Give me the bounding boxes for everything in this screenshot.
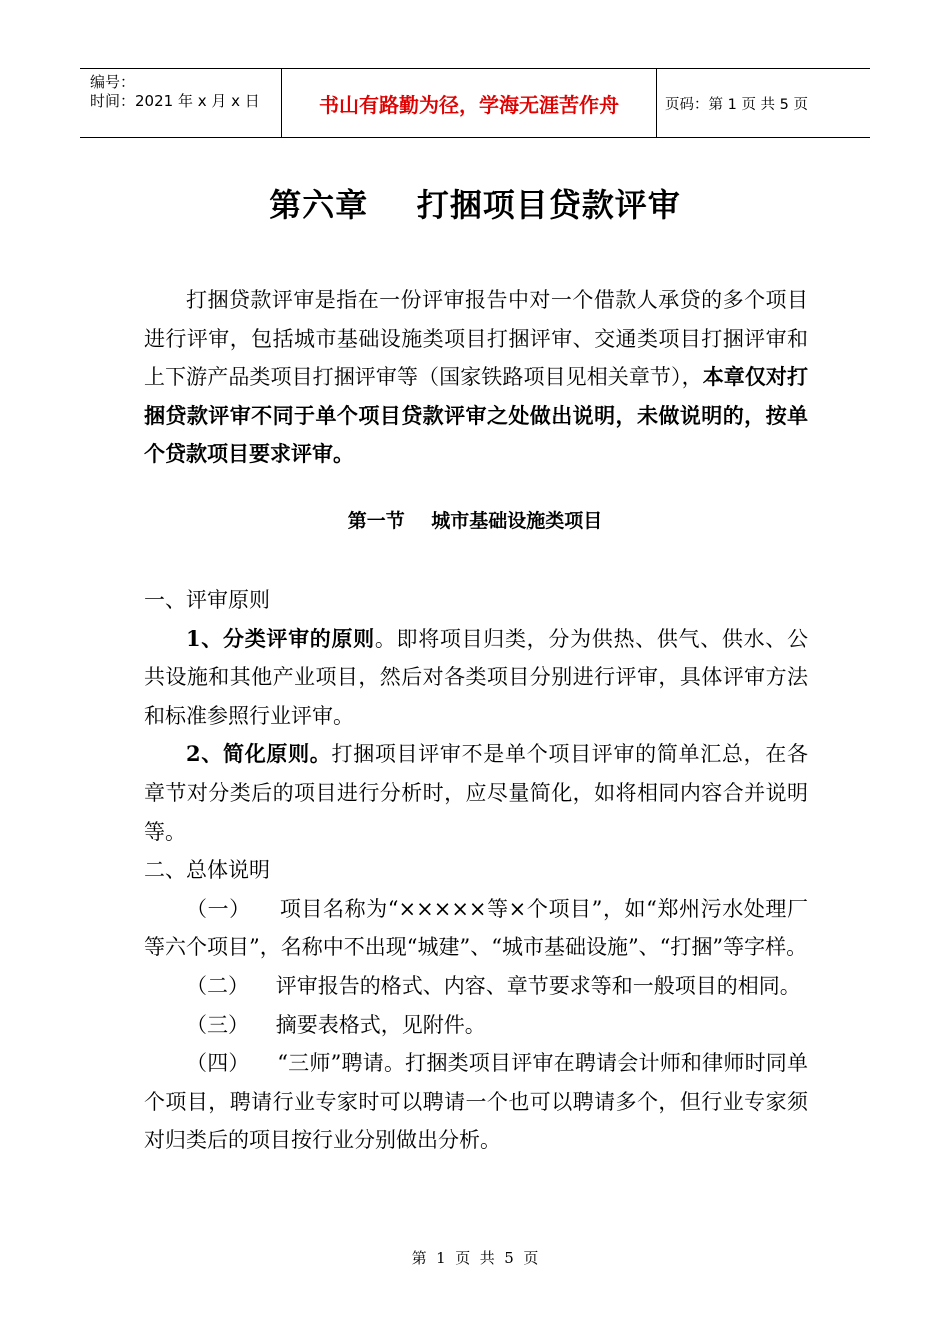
header-page-label: 页码：第 1 页 共 5 页	[665, 96, 808, 113]
header-table	[80, 68, 870, 138]
note-item-3-text: 摘要表格式，见附件。	[275, 1012, 486, 1037]
note-item-1-num: （一）	[186, 896, 251, 921]
note-item-2	[144, 967, 808, 1006]
document-date-label: 时间：2021 年 x 月 x 日	[90, 92, 260, 110]
principle-2-text: 打捆项目评审不是单个项目评审的简单汇总，在各章节对分类后的项目进行分析时，应尽量简化，如将相同内容合并说明等。	[144, 742, 808, 844]
note-item-2-text: 评审报告的格式、内容、章节要求等和一般项目的相同。	[275, 973, 801, 998]
page-footer: 第 1 页 共 5 页	[411, 1249, 539, 1267]
note-item-3	[144, 1006, 808, 1045]
part1-heading: 一、评审原则	[144, 588, 270, 612]
note-item-1	[144, 890, 808, 967]
note-item-4-num: （四）	[186, 1051, 250, 1076]
principle-1	[144, 620, 808, 736]
chapter-title: 第六章 打捆项目贷款评审	[269, 186, 681, 224]
principle-1-title: 1、分类评审的原则	[186, 625, 375, 651]
header-motto: 书山有路勤为径，学海无涯苦作舟	[281, 69, 657, 137]
part2-heading: 二、总体说明	[144, 858, 270, 883]
intro-text: 打捆贷款评审是指在一份评审报告中对一个借款人承贷的多个项目进行评审，包括城市基础设施类项目打捆评审、交通类项目打捆评审和上下游产品类项目打捆评审等（国家铁路项目见相关章节），	[144, 288, 808, 390]
section-title: 第一节 城市基础设施类项目	[347, 510, 603, 532]
note-item-2-num: （二）	[186, 973, 249, 998]
note-item-1-text: 项目名称为“×××××等×个项目”，如“郑州污水处理厂等六个项目”，名称中不出现“城建”、“城市基础设施”、“打捆”等字样。	[144, 896, 809, 960]
principle-2-title: 2、简化原则。	[186, 741, 332, 767]
note-item-3-num: （三）	[186, 1012, 249, 1037]
principle-1-text: 。即将项目归类，分为供热、供气、供水、公共设施和其他产业项目，然后对各类项目分别进行评审，具体评审方法和标准参照行业评审。	[144, 626, 808, 728]
note-item-4	[144, 1044, 808, 1160]
header-meta	[80, 69, 281, 137]
note-item-4-text: “三师”聘请。打捆类项目评审在聘请会计师和律师时同单个项目，聘请行业专家时可以聘请一个也可以聘请多个，但行业专家须对归类后的项目按行业分别做出分析。	[144, 1051, 808, 1153]
intro-bold-text: 本章仅对打捆贷款评审不同于单个项目贷款评审之处做出说明，未做说明的，按单个贷款项目要求评审。	[144, 364, 809, 467]
section-content	[144, 581, 808, 1160]
intro-paragraph	[144, 281, 808, 474]
document-number-label: 编号：	[90, 73, 136, 91]
principle-2	[144, 735, 808, 851]
